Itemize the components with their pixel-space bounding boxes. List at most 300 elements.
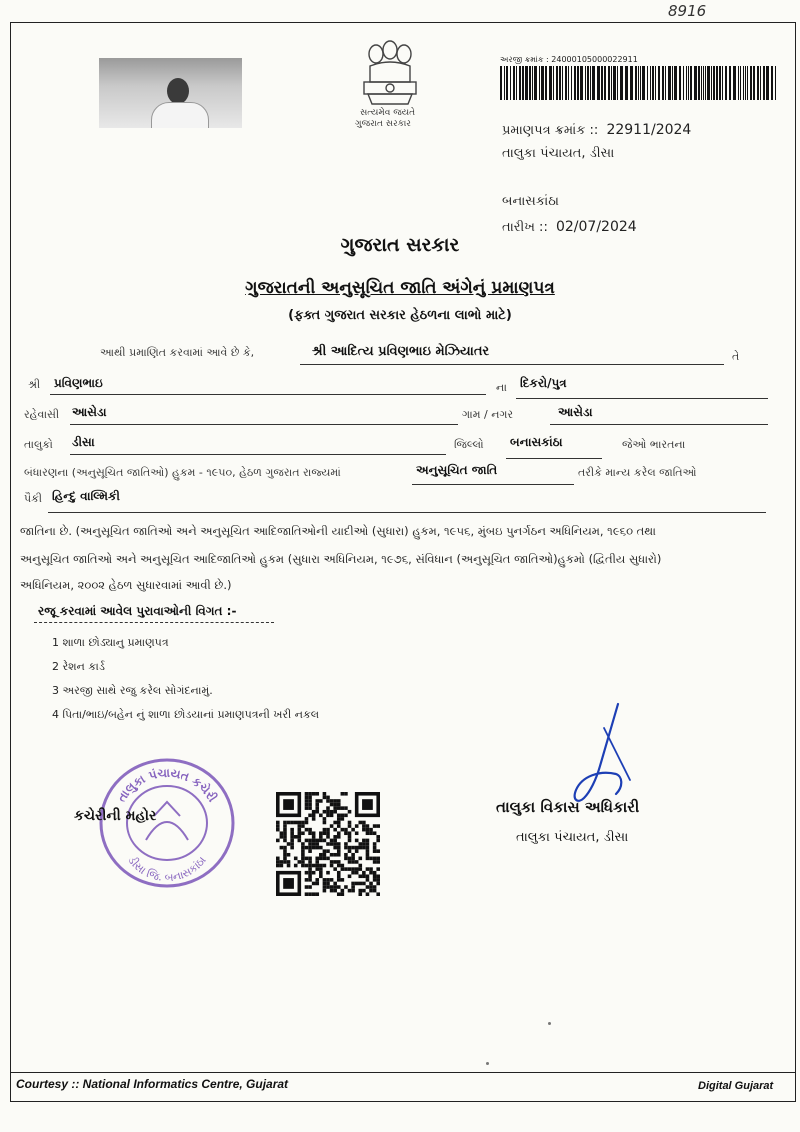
qr-module: [348, 867, 352, 871]
certificate-note: (ફક્ત ગુજરાત સરકાર હેઠળના લાભો માટે): [288, 308, 512, 323]
qr-module: [323, 885, 327, 889]
seal-text-top: તાલુકા પંચાયત કચેરી: [114, 765, 220, 805]
shri-label: શ્રી: [28, 378, 41, 391]
qr-module: [351, 889, 355, 893]
na-label: ના: [496, 381, 507, 394]
barcode-bar: [679, 66, 681, 100]
qr-module: [366, 857, 370, 861]
documents-heading-underline: [34, 622, 274, 623]
qr-module: [358, 857, 362, 861]
barcode-bar: [766, 66, 769, 100]
legal-text-line-1: જાતિના છે. (અનુસૂચિત જાતિઓ અને અનુસૂચિત આદિજાતિઓની યાદીઓ (સુધારા) હુકમ, ૧૯૫૬, મુંબઇ પુનર્ગઠન અધિનિયમ, ૧૯૬૦ તથા: [20, 524, 656, 538]
village-line: [550, 424, 768, 425]
barcode-bar: [630, 66, 633, 100]
officer-title: તાલુકા વિકાસ અધિકારી: [496, 798, 640, 816]
qr-module: [315, 892, 319, 896]
qr-module: [355, 839, 359, 843]
qr-module: [376, 867, 380, 871]
qr-module: [305, 885, 309, 889]
qr-module: [337, 814, 341, 818]
qr-module: [323, 828, 327, 832]
qr-module: [369, 885, 373, 889]
barcode-bar: [590, 66, 591, 100]
qr-module: [351, 846, 355, 850]
qr-module: [326, 871, 330, 875]
father-name: પ્રવિણભાઇ: [54, 376, 103, 390]
barcode-bar: [688, 66, 689, 100]
qr-module: [283, 857, 287, 861]
qr-module: [290, 821, 294, 825]
qr-module: [308, 831, 312, 835]
qr-module: [312, 846, 316, 850]
qr-module: [276, 828, 280, 832]
qr-module: [326, 828, 330, 832]
barcode-bar: [549, 66, 552, 100]
qr-module: [326, 810, 330, 814]
qr-module: [315, 806, 319, 810]
qr-module: [362, 846, 366, 850]
qr-module: [301, 824, 305, 828]
certificate-title: [0, 278, 800, 298]
qr-module: [319, 835, 323, 839]
barcode-bar: [674, 66, 677, 100]
qr-module: [294, 864, 298, 868]
qr-module: [348, 857, 352, 861]
qr-module: [362, 828, 366, 832]
barcode-bar: [655, 66, 656, 100]
qr-module: [315, 846, 319, 850]
footer-divider: [10, 1072, 796, 1073]
qr-module: [323, 857, 327, 861]
barcode-bar: [642, 66, 645, 100]
qr-module: [312, 810, 316, 814]
qr-module: [366, 874, 370, 878]
qr-module: [323, 792, 327, 796]
qr-module: [280, 831, 284, 835]
barcode-bar: [516, 66, 517, 100]
who-label: જેઓ ભારતના: [622, 438, 686, 451]
qr-module: [330, 799, 334, 803]
qr-module: [366, 839, 370, 843]
qr-module: [276, 864, 280, 868]
qr-module: [355, 849, 359, 853]
qr-module: [280, 846, 284, 850]
qr-module: [376, 857, 380, 861]
qr-module: [305, 892, 309, 896]
qr-module: [337, 849, 341, 853]
barcode-bar: [716, 66, 718, 100]
qr-module: [330, 842, 334, 846]
qr-module: [301, 853, 305, 857]
qr-module: [298, 860, 302, 864]
qr-finder: [362, 799, 373, 810]
qr-module: [333, 828, 337, 832]
qr-module: [315, 857, 319, 861]
qr-code: [276, 792, 380, 896]
qr-module: [333, 889, 337, 893]
barcode-bar: [757, 66, 759, 100]
barcode-bar: [719, 66, 721, 100]
barcode-bar: [541, 66, 544, 100]
qr-module: [351, 860, 355, 864]
qr-module: [283, 831, 287, 835]
qr-module: [276, 839, 280, 843]
qr-module: [308, 792, 312, 796]
barcode-bar: [534, 66, 537, 100]
qr-module: [366, 885, 370, 889]
qr-module: [308, 803, 312, 807]
qr-module: [315, 882, 319, 886]
qr-module: [351, 871, 355, 875]
qr-module: [358, 882, 362, 886]
qr-module: [373, 846, 377, 850]
qr-module: [362, 889, 366, 893]
barcode-bar: [745, 66, 746, 100]
qr-module: [366, 846, 370, 850]
barcode-bar: [753, 66, 755, 100]
qr-module: [323, 878, 327, 882]
qr-module: [323, 821, 327, 825]
qr-module: [337, 824, 341, 828]
certificate-number-label: પ્રમાણપત્ર ક્રમાંક ::: [502, 123, 599, 138]
barcode-bar: [556, 66, 558, 100]
qr-module: [344, 828, 348, 832]
qr-module: [355, 882, 359, 886]
qr-module: [362, 882, 366, 886]
qr-module: [341, 864, 345, 868]
barcode-bar: [650, 66, 651, 100]
qr-module: [326, 885, 330, 889]
barcode-bar: [553, 66, 554, 100]
qr-module: [330, 810, 334, 814]
qr-module: [358, 889, 362, 893]
qr-module: [351, 885, 355, 889]
qr-module: [337, 817, 341, 821]
barcode-bar: [592, 66, 595, 100]
qr-module: [283, 849, 287, 853]
barcode-bar: [743, 66, 744, 100]
barcode-bar: [750, 66, 752, 100]
qr-module: [308, 860, 312, 864]
qr-module: [323, 839, 327, 843]
barcode-bar: [683, 66, 684, 100]
qr-module: [373, 831, 377, 835]
village-label: ગામ / નગર: [462, 408, 514, 421]
qr-module: [283, 824, 287, 828]
qr-finder: [283, 878, 294, 889]
barcode-bar: [529, 66, 531, 100]
qr-module: [344, 806, 348, 810]
qr-module: [373, 824, 377, 828]
qr-module: [326, 831, 330, 835]
relation-line: [516, 398, 768, 399]
qr-finder: [283, 799, 294, 810]
qr-module: [308, 806, 312, 810]
qr-module: [315, 878, 319, 882]
barcode-bar: [740, 66, 741, 100]
qr-module: [308, 867, 312, 871]
qr-module: [308, 857, 312, 861]
qr-module: [319, 839, 323, 843]
qr-module: [301, 864, 305, 868]
qr-module: [348, 846, 352, 850]
resident-label: રહેવાસી: [24, 408, 60, 421]
qr-module: [333, 885, 337, 889]
qr-module: [351, 828, 355, 832]
qr-module: [366, 892, 370, 896]
qr-module: [312, 882, 316, 886]
qr-module: [351, 867, 355, 871]
national-emblem-icon: [350, 36, 430, 106]
qr-module: [333, 821, 337, 825]
qr-module: [280, 835, 284, 839]
qr-module: [362, 842, 366, 846]
qr-module: [280, 864, 284, 868]
qr-module: [366, 867, 370, 871]
emblem-motto: સત્યમેવ જયતે: [360, 108, 416, 118]
barcode-bar: [725, 66, 727, 100]
qr-module: [326, 814, 330, 818]
qr-module: [337, 853, 341, 857]
barcode-bar: [771, 66, 773, 100]
qr-module: [305, 871, 309, 875]
qr-module: [333, 799, 337, 803]
qr-module: [298, 821, 302, 825]
qr-module: [308, 878, 312, 882]
qr-module: [344, 792, 348, 796]
qr-module: [319, 814, 323, 818]
qr-module: [308, 828, 312, 832]
barcode-bar: [775, 66, 776, 100]
qr-module: [337, 871, 341, 875]
qr-module: [276, 824, 280, 828]
qr-module: [312, 871, 316, 875]
qr-module: [337, 885, 341, 889]
qr-module: [376, 849, 380, 853]
barcode-bar: [686, 66, 687, 100]
barcode-bar: [711, 66, 712, 100]
photo-body: [151, 102, 209, 128]
qr-module: [373, 889, 377, 893]
qr-module: [319, 874, 323, 878]
qr-module: [376, 835, 380, 839]
qr-module: [369, 871, 373, 875]
qr-module: [376, 860, 380, 864]
qr-module: [341, 792, 345, 796]
qr-module: [305, 792, 309, 796]
qr-module: [323, 889, 327, 893]
barcode-bar: [587, 66, 589, 100]
qr-module: [366, 824, 370, 828]
qr-module: [341, 878, 345, 882]
barcode-bar: [652, 66, 654, 100]
qr-module: [276, 821, 280, 825]
qr-module: [315, 792, 319, 796]
qr-module: [351, 882, 355, 886]
qr-module: [330, 824, 334, 828]
qr-module: [348, 874, 352, 878]
qr-module: [376, 882, 380, 886]
barcode-bar: [662, 66, 664, 100]
qr-module: [315, 803, 319, 807]
qr-module: [319, 853, 323, 857]
qr-module: [287, 864, 291, 868]
barcode-bar: [658, 66, 660, 100]
qr-module: [305, 796, 309, 800]
qr-module: [341, 867, 345, 871]
qr-module: [366, 853, 370, 857]
barcode-bar: [703, 66, 704, 100]
qr-module: [298, 839, 302, 843]
qr-module: [376, 824, 380, 828]
qr-module: [333, 853, 337, 857]
qr-module: [355, 846, 359, 850]
qr-module: [358, 867, 362, 871]
barcode-bar: [522, 66, 524, 100]
qr-module: [344, 831, 348, 835]
footer-brand: Digital Gujarat: [698, 1080, 774, 1092]
qr-module: [337, 835, 341, 839]
qr-module: [348, 839, 352, 843]
qr-module: [323, 882, 327, 886]
qr-module: [283, 828, 287, 832]
qr-module: [333, 860, 337, 864]
qr-module: [294, 821, 298, 825]
qr-module: [333, 867, 337, 871]
recognized-label: તરીકે માન્ય કરેલ જાતિઓ: [578, 466, 697, 479]
qr-module: [308, 839, 312, 843]
qr-module: [312, 817, 316, 821]
qr-module: [287, 853, 291, 857]
issuer-office: તાલુકા પંચાયત, ડીસા: [502, 146, 615, 161]
barcode-bar: [625, 66, 628, 100]
document-item: 4 પિતા/ભાઇ/બહેન નું શાળા છોડયાનાં પ્રમાણપત્રની ખરી નકલ: [52, 708, 320, 721]
qr-module: [355, 871, 359, 875]
qr-module: [366, 831, 370, 835]
qr-module: [355, 867, 359, 871]
qr-module: [358, 892, 362, 896]
qr-module: [337, 842, 341, 846]
qr-module: [341, 817, 345, 821]
qr-module: [341, 806, 345, 810]
taluka-line: [70, 454, 446, 455]
qr-module: [348, 831, 352, 835]
qr-module: [308, 842, 312, 846]
qr-module: [323, 810, 327, 814]
barcode-bar: [694, 66, 697, 100]
document-item: 1 શાળા છોડ્યાનુ પ્રમાણપત્ર: [52, 636, 169, 649]
qr-module: [290, 842, 294, 846]
barcode-bar: [620, 66, 623, 100]
qr-module: [358, 821, 362, 825]
barcode-bar: [562, 66, 563, 100]
qr-module: [326, 878, 330, 882]
qr-module: [312, 814, 316, 818]
qr-module: [287, 860, 291, 864]
qr-module: [344, 857, 348, 861]
qr-module: [315, 842, 319, 846]
district-line: [506, 458, 602, 459]
qr-module: [369, 882, 373, 886]
district-value: બનાસકાંઠા: [510, 435, 563, 449]
barcode-bar: [701, 66, 702, 100]
barcode-bar: [705, 66, 706, 100]
qr-module: [373, 874, 377, 878]
barcode-bar: [698, 66, 700, 100]
among-label: પૈકી: [24, 492, 43, 505]
barcode-bar: [613, 66, 616, 100]
qr-module: [323, 817, 327, 821]
qr-module: [330, 803, 334, 807]
barcode-bar: [722, 66, 723, 100]
qr-module: [337, 874, 341, 878]
qr-module: [301, 860, 305, 864]
qr-module: [305, 806, 309, 810]
qr-module: [330, 860, 334, 864]
qr-module: [312, 831, 316, 835]
qr-module: [283, 846, 287, 850]
qr-module: [301, 821, 305, 825]
qr-module: [369, 889, 373, 893]
barcode-bar: [738, 66, 739, 100]
qr-module: [305, 846, 309, 850]
qr-module: [308, 874, 312, 878]
qr-module: [330, 885, 334, 889]
qr-module: [373, 860, 377, 864]
qr-module: [348, 821, 352, 825]
qr-module: [355, 831, 359, 835]
qr-module: [344, 867, 348, 871]
qr-module: [315, 839, 319, 843]
qr-module: [358, 846, 362, 850]
issuer-district: બનાસકાંઠા: [502, 194, 559, 209]
photo-head: [167, 78, 189, 104]
qr-module: [344, 814, 348, 818]
barcode-bar: [506, 66, 508, 100]
qr-module: [358, 842, 362, 846]
qr-module: [312, 892, 316, 896]
qr-module: [301, 842, 305, 846]
qr-module: [373, 871, 377, 875]
qr-module: [333, 810, 337, 814]
qr-module: [283, 853, 287, 857]
paper-speck: [486, 1062, 489, 1065]
applicant-photo: [99, 58, 242, 128]
barcode-bar: [574, 66, 576, 100]
qr-module: [283, 839, 287, 843]
qr-module: [333, 806, 337, 810]
qr-module: [373, 878, 377, 882]
application-number: અરજી ક્રમાંક : 24000105000022911: [500, 55, 638, 64]
qr-module: [369, 831, 373, 835]
qr-module: [341, 814, 345, 818]
te-label: તે: [732, 350, 740, 363]
qr-module: [319, 867, 323, 871]
qr-module: [344, 846, 348, 850]
footer-courtesy: Courtesy :: National Informatics Centre, Gujarat: [16, 1077, 289, 1091]
qr-module: [337, 892, 341, 896]
qr-module: [366, 849, 370, 853]
qr-module: [333, 839, 337, 843]
barcode-bar: [577, 66, 579, 100]
qr-module: [283, 821, 287, 825]
qr-module: [358, 864, 362, 868]
qr-module: [323, 796, 327, 800]
barcode-bar: [640, 66, 641, 100]
qr-module: [308, 871, 312, 875]
barcode-bar: [539, 66, 540, 100]
qr-module: [312, 792, 316, 796]
